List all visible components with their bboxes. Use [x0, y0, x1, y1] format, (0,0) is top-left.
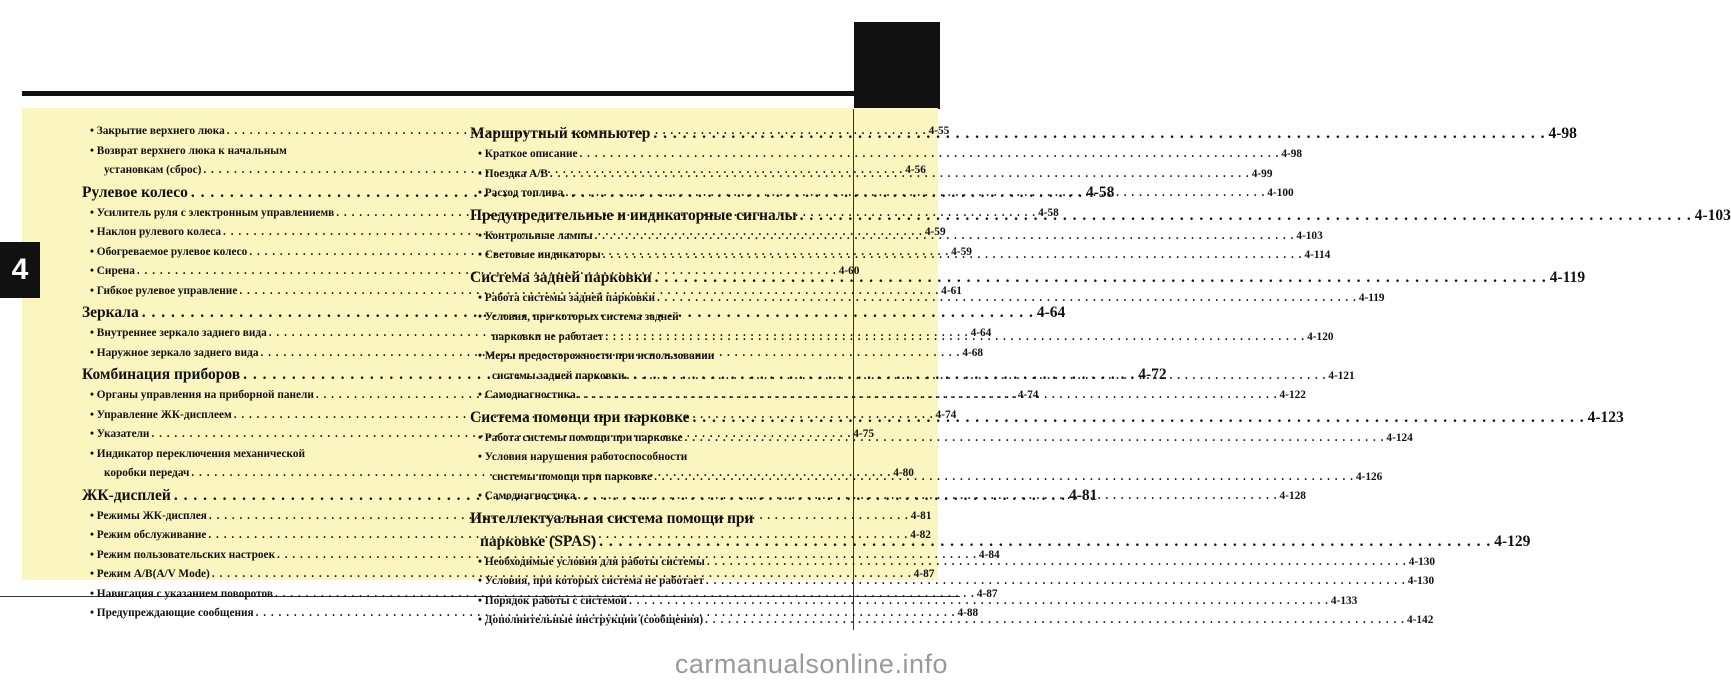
toc-section-heading[interactable]: Зеркала . . . 4-64: [82, 301, 434, 324]
toc-entry[interactable]: • Гибкое рулевое управление . . . 4-61: [82, 282, 434, 302]
toc-entry[interactable]: • Поездка A/B . . . 4-99: [470, 165, 822, 185]
toc-entry[interactable]: системы помощи при парковке . . . 4-126: [470, 468, 822, 488]
toc-entry[interactable]: • Краткое описание . . . 4-98: [470, 145, 822, 165]
toc-entry[interactable]: • Порядок работы с системой . . . 4-133: [470, 592, 822, 612]
toc-entry[interactable]: • Самодиагностика . . . 4-128: [470, 487, 822, 507]
toc-entry[interactable]: • Работа системы задней парковки . . . 4-119: [470, 289, 822, 309]
toc-entry[interactable]: • Органы управления на приборной панели . . . 4-74: [82, 386, 434, 406]
toc-section-heading[interactable]: Комбинация приборов . . . 4-72: [82, 363, 434, 386]
toc-entry[interactable]: • Сирена . . . 4-60: [82, 262, 434, 282]
toc-entry[interactable]: • Наклон рулевого колеса . . . 4-59: [82, 223, 434, 243]
toc-entry[interactable]: • Режимы ЖК-дисплея . . . 4-81: [82, 507, 434, 527]
toc-entry[interactable]: • Расход топлива . . . 4-100: [470, 184, 822, 204]
toc-entry[interactable]: коробки передач . . . 4-80: [82, 464, 434, 484]
toc-entry[interactable]: • Индикатор переключения механической: [90, 447, 306, 460]
toc-entry[interactable]: • Режим A/B(A/V Mode) . . . 4-87: [82, 565, 434, 585]
toc-section-heading[interactable]: Маршрутный компьютер . . . 4-98: [470, 122, 822, 145]
toc-entry[interactable]: • Закрытие верхнего люка . . . 4-55: [82, 122, 434, 142]
toc-entry[interactable]: • Меры предосторожности при использовании: [478, 350, 715, 362]
toc-entry[interactable]: • Условия, при которых система задней: [478, 311, 679, 323]
toc-entry[interactable]: • Внутреннее зеркало заднего вида . . . 4-64: [82, 324, 434, 344]
toc-entry[interactable]: • Световые индикаторы . . . 4-114: [470, 246, 822, 266]
toc-entry[interactable]: системы задней парковки . . . 4-121: [470, 367, 822, 387]
toc-section-heading[interactable]: Система задней парковки . . . 4-119: [470, 266, 822, 289]
toc-entry[interactable]: • Контрольные лампы . . . 4-103: [470, 227, 822, 247]
toc-entry[interactable]: • Условия, при которых система не работает . . . 4-130: [470, 572, 822, 592]
toc-section-heading[interactable]: Интеллектуальная система помощи при: [470, 509, 754, 527]
toc-entry[interactable]: • Управление ЖК-дисплеем . . . 4-74: [82, 406, 434, 426]
toc-entry[interactable]: • Обогреваемое рулевое колесо . . . 4-59: [82, 243, 434, 263]
toc-entry[interactable]: установкам (сброс) . . . 4-56: [82, 161, 434, 181]
chapter-tab: 4: [0, 242, 40, 298]
toc-entry[interactable]: • Условия нарушения работоспособности: [478, 451, 688, 463]
toc-entry[interactable]: • Режим пользовательских настроек . . . 4-84: [82, 546, 434, 566]
toc-entry[interactable]: • Наружное зеркало заднего вида . . . 4-68: [82, 344, 434, 364]
toc-entry[interactable]: • Работа системы помощи при парковке . . . 4-124: [470, 429, 822, 449]
toc-entry[interactable]: • Предупреждающие сообщения . . . 4-88: [82, 604, 434, 624]
toc-section-heading[interactable]: Рулевое колесо . . . 4-58: [82, 181, 434, 204]
toc-entry[interactable]: • Усилитель руля с электронным управлениемв . . . 4-58: [82, 204, 434, 224]
top-rule: [22, 91, 854, 96]
corner-black-tab: [854, 22, 940, 109]
toc-section-heading[interactable]: Система помощи при парковке . . . 4-123: [470, 406, 822, 429]
toc-entry[interactable]: • Навигация с указанием поворотов . . . 4-87: [82, 585, 434, 605]
toc-entry[interactable]: • Самодиагностика . . . 4-122: [470, 386, 822, 406]
watermark: carmanualsonline.info: [674, 649, 948, 679]
toc-entry[interactable]: парковки не работает . . . 4-120: [470, 328, 822, 348]
toc-section-heading[interactable]: парковке (SPAS) . . . 4-129: [470, 530, 822, 553]
toc-entry[interactable]: • Режим обслуживание . . . 4-82: [82, 526, 434, 546]
toc-entry[interactable]: • Дополнительные инструкции (сообщения) . . . 4-142: [470, 611, 822, 631]
toc-entry[interactable]: • Указатели . . . 4-75: [82, 425, 434, 445]
toc-entry[interactable]: • Возврат верхнего люка к начальным: [90, 144, 287, 157]
toc-section-heading[interactable]: Предупредительные и индикаторные сигналы . . . 4-103: [470, 204, 822, 227]
toc-entry[interactable]: • Необходимые условия для работы системы . . . 4-130: [470, 553, 822, 573]
toc-section-heading[interactable]: ЖК-дисплей . . . 4-81: [82, 484, 434, 507]
